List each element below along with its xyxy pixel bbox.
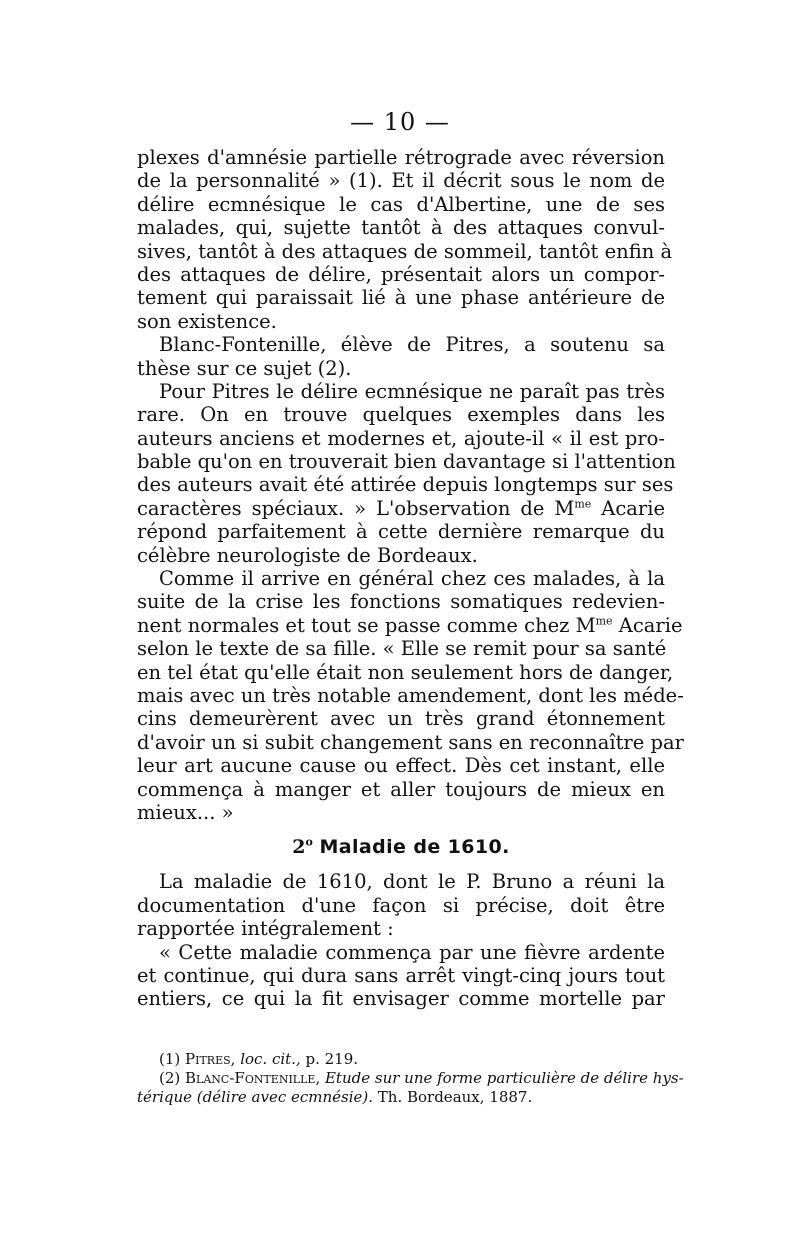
text-run: Acarie — [612, 613, 683, 637]
text-line: Blanc-Fontenille, élève de Pitres, a soutenu sa — [159, 333, 665, 357]
paragraph — [137, 941, 665, 1011]
paragraph — [137, 567, 684, 824]
text-line: de la personnalité » (1). Et il décrit sous le nom de — [137, 169, 665, 193]
text-line: La maladie de 1610, dont le P. Bruno a réuni la — [159, 870, 665, 894]
text-line: mieux... » — [137, 800, 234, 824]
text-line: bable qu'on en trouverait bien davantage si l'attention — [137, 450, 676, 474]
text-line: rapportée intégralement : — [137, 917, 394, 941]
section-number-superscript: o — [305, 836, 313, 849]
text-line: plexes d'amnésie partielle rétrograde avec réversion — [137, 146, 665, 169]
text-line: suite de la crise les fonctions somatiques redevien- — [137, 590, 665, 614]
text-line: Comme il arrive en général chez ces malades, à la — [159, 567, 665, 591]
text-line: thèse sur ce sujet (2). — [137, 356, 352, 380]
paragraph — [137, 146, 673, 333]
footnote-text: p. 219. — [300, 1050, 359, 1068]
section-number: 2 — [292, 836, 306, 859]
text-line: selon le texte de sa fille. « Elle se remit pour sa santé — [137, 637, 667, 661]
text-line: cins demeurèrent avec un très grand étonnement — [137, 707, 665, 731]
text-line: son existence. — [137, 309, 277, 333]
text-line: leur art aucune cause ou effect. Dès cet instant, elle — [137, 754, 665, 778]
text-line: auteurs anciens et modernes et, ajoute-il « il est pro- — [137, 426, 665, 450]
text-line: des auteurs avait été attirée depuis longtemps sur ses — [137, 473, 674, 497]
superscript: me — [574, 497, 592, 511]
text-line: entiers, ce qui la fit envisager comme mortelle par — [137, 987, 665, 1011]
text-line: tement qui paraissait lié à une phase antérieure de — [137, 286, 665, 310]
text-line: « Cette maladie commença par une fièvre ardente — [159, 940, 665, 964]
text-line: commença à manger et aller toujours de mieux en — [137, 777, 665, 801]
footnote — [137, 1050, 665, 1069]
footnotes — [137, 1050, 684, 1107]
text-line — [137, 613, 683, 637]
footnote-reference: loc. cit., — [235, 1050, 301, 1068]
paragraph — [137, 333, 665, 380]
paragraph — [137, 870, 665, 940]
text-run: nent normales et tout se passe comme chez M — [137, 613, 596, 637]
text-line: mais avec un très notable amendement, dont les méde- — [137, 683, 684, 707]
footnote-title: Etude sur une forme particulière de délire hys- — [320, 1069, 684, 1087]
footnote-title: térique (délire avec ecmnésie). — [137, 1088, 374, 1106]
text-line: sives, tantôt à des attaques de sommeil, tantôt enfin à — [137, 239, 673, 263]
section-heading — [137, 824, 665, 870]
page-number: — 10 — — [350, 108, 450, 136]
text-line: Pour Pitres le délire ecmnésique ne paraît pas très — [159, 379, 665, 403]
footnote-author: Blanc-Fontenille, — [185, 1069, 321, 1087]
footnote-continuation — [137, 1088, 665, 1107]
text-line — [137, 497, 665, 520]
text-line: en tel état qu'elle était non seulement hors de danger, — [137, 660, 674, 684]
paragraph — [137, 379, 676, 567]
text-line: et continue, qui dura sans arrêt vingt-cinq jours tout — [137, 963, 665, 987]
footnote-marker: (1) — [159, 1050, 181, 1068]
text-line: documentation d'une façon si précise, doit être — [137, 893, 665, 917]
footnote-text: Th. Bordeaux, 1887. — [373, 1088, 533, 1106]
text-line: des attaques de délire, présentait alors un compor- — [137, 262, 665, 286]
page-body — [137, 146, 684, 1011]
superscript: me — [595, 614, 613, 628]
text-run: caractères spéciaux. » L'observation de M — [137, 496, 575, 520]
footnote — [137, 1069, 684, 1088]
text-line: rare. On en trouve quelques exemples dans les — [137, 403, 665, 427]
text-line: malades, qui, sujette tantôt à des attaques convul- — [137, 216, 665, 240]
footnote-author: Pitres, — [185, 1050, 236, 1068]
footnote-marker: (2) — [159, 1069, 181, 1087]
text-line: d'avoir un si subit changement sans en reconnaître par — [137, 730, 684, 754]
text-run: Acarie — [591, 496, 665, 520]
text-line: célèbre neurologiste de Bordeaux. — [137, 543, 478, 567]
text-line: délire ecmnésique le cas d'Albertine, une de ses — [137, 192, 665, 216]
section-title: Maladie de 1610. — [319, 836, 510, 859]
text-line: répond parfaitement à cette dernière remarque du — [137, 520, 665, 544]
